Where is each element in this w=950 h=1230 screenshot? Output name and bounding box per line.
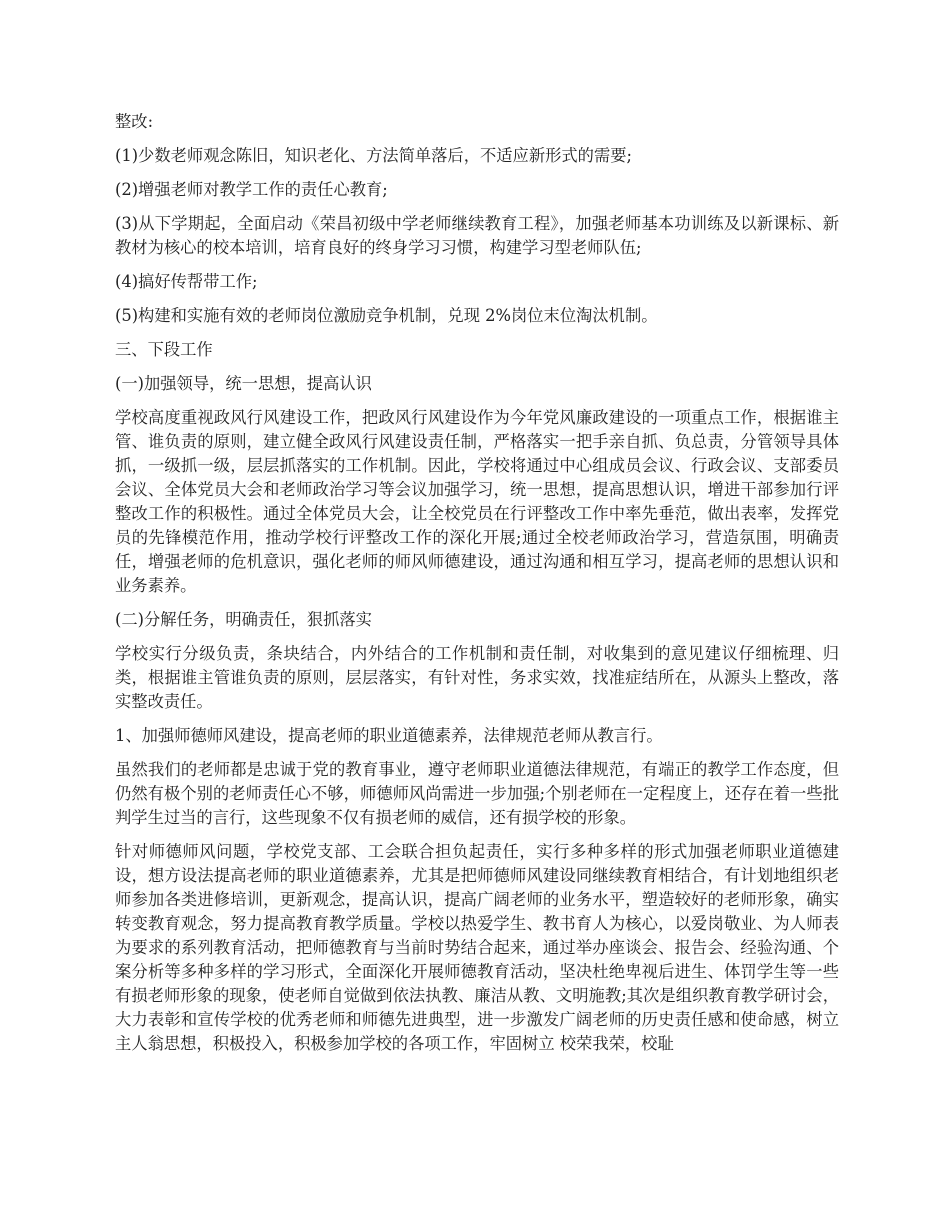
subsection-heading-1: (一)加强领导，统一思想，提高认识 — [115, 374, 372, 393]
numbered-heading-1: 1、加强师德师风建设，提高老师的职业道德素养，法律规范老师从教言行。 — [115, 726, 663, 745]
paragraph-item-5: (5)构建和实施有效的老师岗位激励竞争机制，兑现 2%岗位末位淘汰机制。 — [115, 306, 658, 325]
document-body — [115, 110, 839, 1066]
paragraph-teacher-ethics: 虽然我们的老师都是忠诚于党的教育事业，遵守老师职业道德法律规范，有端正的教学工作态度，但仍然有极个别的老师责任心不够，师德师风尚需进一步加强;个别老师在一定程度上，还存在着一些批判学生过当的言行，这些现象不仅有损老师的威信，还有损学校的形象。 — [115, 760, 839, 827]
paragraph-item-4: (4)搞好传帮带工作; — [115, 272, 258, 291]
subsection-heading-2: (二)分解任务，明确责任，狠抓落实 — [115, 610, 372, 629]
section-heading-next-work: 三、下段工作 — [115, 340, 213, 359]
paragraph-item-3: (3)从下学期起，全面启动《荣昌初级中学老师继续教育工程》，加强老师基本功训练及以新课标、新教材为核心的校本培训，培育良好的终身学习习惯，构建学习型老师队伍; — [115, 214, 839, 257]
paragraph-ethics-measures: 针对师德师风问题，学校党支部、工会联合担负起责任，实行多种多样的形式加强老师职业道德建设，想方设法提高老师的职业道德素养，尤其是把师德师风建设同继续教育相结合，有计划地组织老师参加各类进修培训，更新观念，提高认识，提高广阔老师的业务水平，塑造较好的老师形象，确实转变教育观念，努力提高教育教学质量。学校以热爱学生、教书育人为核心，以爱岗敬业、为人师表为要求的系列教育活动，把师德教育与当前时势结合起来，通过举办座谈会、报告会、经验沟通、个案分析等多种多样的学习形式，全面深化开展师德教育活动，坚决杜绝卑视后进生、体罚学生等一些有损老师形象的现象，使老师自觉做到依法执教、廉洁从教、文明施教;其次是组织教育教学研讨会，大力表彰和宣传学校的优秀老师和师德先进典型，进一步激发广阔老师的历史责任感和使命感，树立主人翁思想，积极投入，积极参加学校的各项工作，牢固树立 校荣我荣，校耻 — [115, 842, 839, 1053]
paragraph-item-1: (1)少数老师观念陈旧，知识老化、方法简单落后，不适应新形式的需要; — [115, 146, 632, 165]
paragraph-leadership: 学校高度重视政风行风建设工作，把政风行风建设作为今年党风廉政建设的一项重点工作，根据谁主管、谁负责的原则，建立健全政风行风建设责任制，严格落实一把手亲自抓、负总责，分管领导具体抓，一级抓一级，层层抓落实的工作机制。因此，学校将通过中心组成员会议、行政会议、支部委员会议、全体党员大会和老师政治学习等会议加强学习，统一思想，提高思想认识，增进干部参加行评整改工作的积极性。通过全体党员大会，让全校党员在行评整改工作中率先垂范，做出表率，发挥党员的先锋模范作用，推动学校行评整改工作的深化开展;通过全校老师政治学习，营造氛围，明确责任，增强老师的危机意识，强化老师的师风师德建设，通过沟通和相互学习，提高老师的思想认识和业务素养。 — [115, 408, 839, 595]
paragraph-item-2: (2)增强老师对教学工作的责任心教育; — [115, 180, 388, 199]
paragraph-rectification-heading: 整改: — [115, 112, 154, 131]
paragraph-responsibility: 学校实行分级负责，条块结合，内外结合的工作机制和责任制，对收集到的意见建议仔细梳理、归类，根据谁主管谁负责的原则，层层落实，有针对性，务求实效，找准症结所在，从源头上整改，落实整改责任。 — [115, 644, 839, 711]
